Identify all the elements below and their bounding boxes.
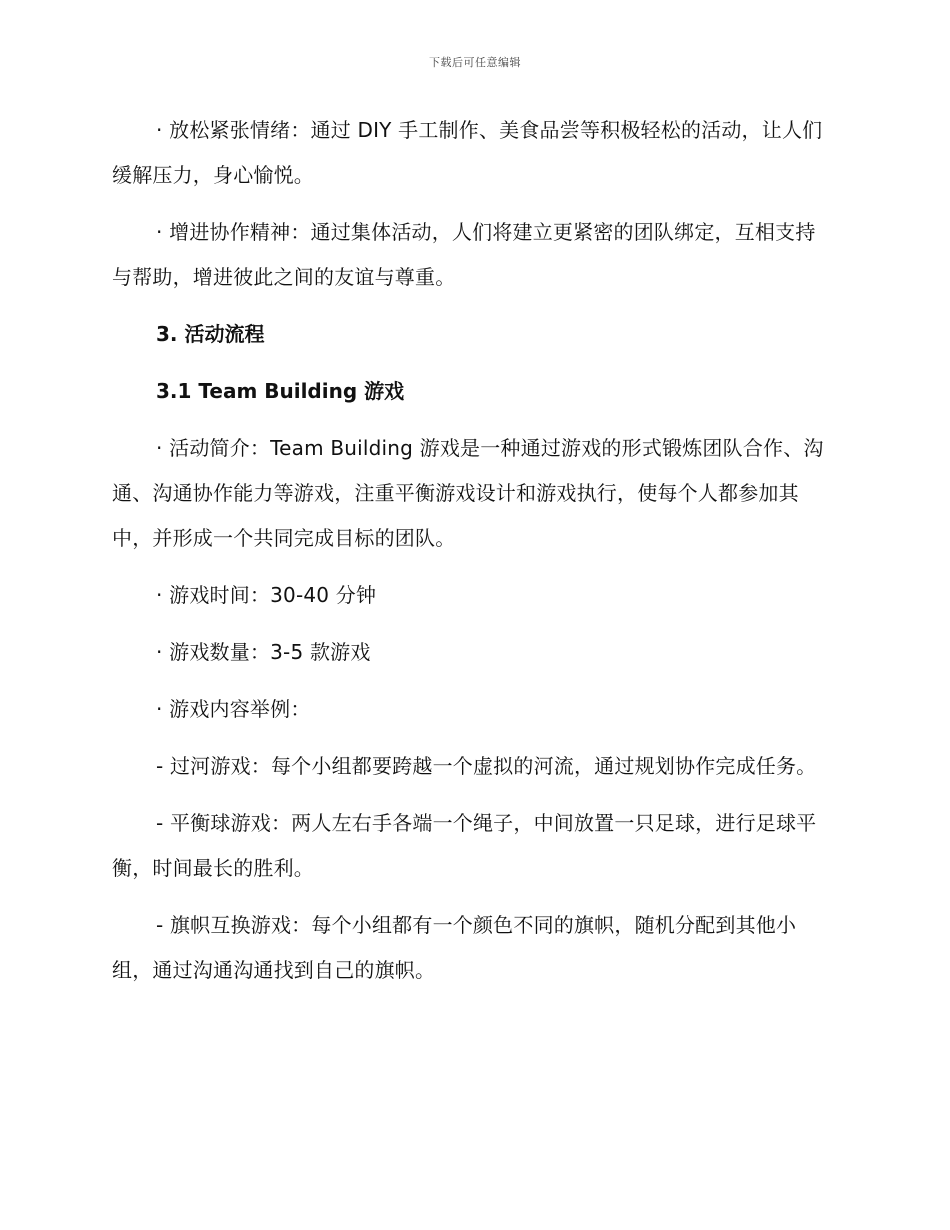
paragraph-balance-game: - 平衡球游戏：两人左右手各端一个绳子，中间放置一只足球，进行足球平衡，时间最长的胜利。 (112, 811, 817, 880)
paragraph-relax: · 放松紧张情绪：通过 DIY 手工制作、美食品尝等积极轻松的活动，让人们缓解压力，身心愉悦。 (112, 118, 823, 187)
paragraph-cooperation: · 增进协作精神：通过集体活动，人们将建立更紧密的团队绑定，互相支持与帮助，增进彼此之间的友谊与尊重。 (112, 220, 816, 289)
section-heading-activity-flow: 3. 活动流程 (156, 322, 265, 346)
paragraph-flag-game: - 旗帜互换游戏：每个小组都有一个颜色不同的旗帜，随机分配到其他小组，通过沟通沟通找到自己的旗帜。 (112, 913, 797, 982)
document-body (112, 108, 830, 1005)
paragraph-activity-intro: · 活动简介：Team Building 游戏是一种通过游戏的形式锻炼团队合作、沟通、沟通协作能力等游戏，注重平衡游戏设计和游戏执行，使每个人都参加其中，并形成一个共同完成目标的团队。 (112, 436, 824, 550)
page-header-note: 下载后可任意编辑 (429, 56, 521, 69)
paragraph-game-examples: · 游戏内容举例： (156, 697, 311, 721)
paragraph-river-game: - 过河游戏：每个小组都要跨越一个虚拟的河流，通过规划协作完成任务。 (156, 754, 817, 778)
paragraph-game-count: · 游戏数量：3-5 款游戏 (156, 640, 371, 664)
paragraph-game-time: · 游戏时间：30-40 分钟 (156, 583, 377, 607)
subsection-heading-team-building: 3.1 Team Building 游戏 (156, 379, 405, 403)
